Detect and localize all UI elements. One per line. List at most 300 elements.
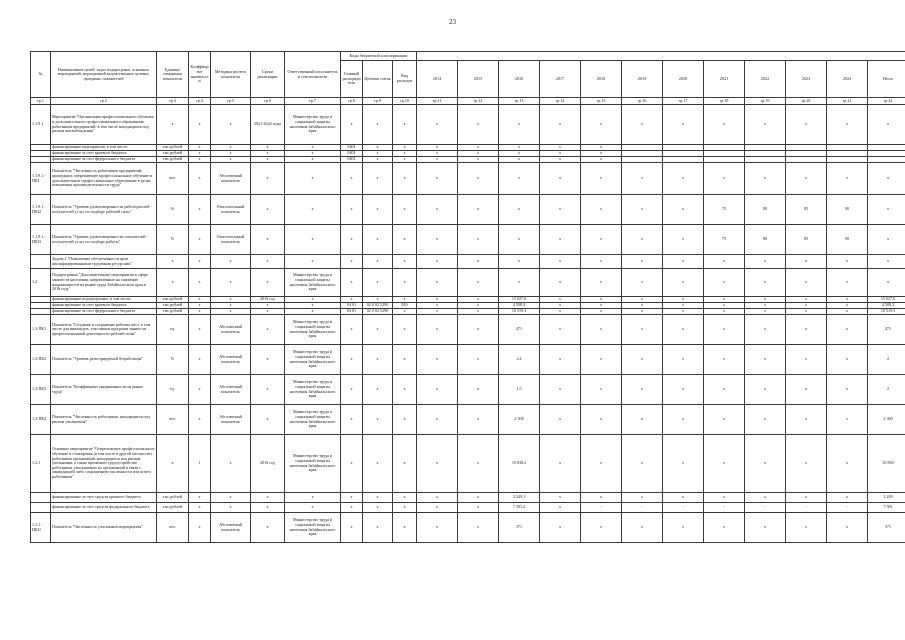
table-cell: х (189, 151, 211, 157)
table-cell: х (363, 375, 393, 405)
table-cell: х (458, 405, 499, 435)
table-cell: х (251, 269, 285, 297)
table-cell: 85 (786, 195, 827, 225)
table-cell: чел. (157, 163, 189, 195)
table-cell: х (827, 435, 868, 493)
table-cell: х (417, 503, 458, 513)
table-cell: х (251, 195, 285, 225)
row-code: 1.2-ПК3 (31, 375, 51, 405)
table-cell: х (745, 105, 786, 145)
table-cell: х (704, 163, 745, 195)
table-cell: х (581, 255, 622, 269)
table-cell: х (581, 513, 622, 543)
table-cell: 80 (745, 225, 786, 255)
table-cell: 4 508,3 (499, 303, 540, 309)
row-name: финансирование за счет краевого бюджета (51, 151, 157, 157)
table-cell: х (663, 303, 704, 309)
table-cell: х (827, 375, 868, 405)
table-cell: х (540, 493, 581, 503)
table-cell: х (499, 195, 540, 225)
table-cell: х (827, 405, 868, 435)
table-cell: х (540, 297, 581, 303)
table-cell: х (458, 225, 499, 255)
table-cell: Министерство труда и социальной защиты населения Забайкальского края (285, 405, 341, 435)
table-cell: х (341, 375, 363, 405)
table-cell: х (393, 255, 417, 269)
table-cell: х (417, 303, 458, 309)
table-cell: тыс.рублей (157, 297, 189, 303)
row-code: 1.1.9.1 (31, 105, 51, 145)
table-cell: х (393, 309, 417, 315)
table-cell: 10 830 (868, 435, 905, 493)
table-cell: х (341, 105, 363, 145)
column-number: гр.1 (31, 98, 51, 105)
table-cell: х (499, 151, 540, 157)
table-cell: х (417, 269, 458, 297)
table-row (31, 225, 905, 255)
table-cell: тыс.рублей (157, 503, 189, 513)
table-cell: х (251, 503, 285, 513)
table-cell: х (540, 345, 581, 375)
table-cell: х (341, 503, 363, 513)
row-code: 1.2-ПК4 (31, 405, 51, 435)
table-cell: х (251, 255, 285, 269)
table-cell: Абсолютный показатель (211, 513, 251, 543)
table-cell: х (458, 493, 499, 503)
table-cell: х (458, 297, 499, 303)
row-name: Показатель "Численность работников предприятий, прошедших опережающее профессиональное обучение и дополнительное профессиональное образование в целях повышения производительности труда" (51, 163, 157, 195)
table-cell: Относительный показатель (211, 195, 251, 225)
table-cell: х (622, 405, 663, 435)
table-row (31, 435, 905, 493)
table-cell: 1,5 (499, 375, 540, 405)
table-cell: х (581, 163, 622, 195)
table-cell: х (581, 105, 622, 145)
table-cell: Абсолютный показатель (211, 405, 251, 435)
table-cell: 3 249 (868, 493, 905, 503)
column-number: гр.5 (211, 98, 251, 105)
column-number: гр.12 (458, 98, 499, 105)
table-cell: х (341, 255, 363, 269)
table-cell: х (704, 493, 745, 503)
table-cell: х (663, 493, 704, 503)
table-cell: х (704, 513, 745, 543)
row-code: 1.1.9.1.-ПКІ3 (31, 225, 51, 255)
table-cell: х (458, 375, 499, 405)
table-cell: х (540, 105, 581, 145)
table-cell: Министерство труда и социальной защиты населения Забайкальского края (285, 105, 341, 145)
table-cell: х (211, 105, 251, 145)
table-cell: х (786, 435, 827, 493)
table-cell: х (868, 195, 905, 225)
table-cell: х (704, 315, 745, 345)
table-cell: 80 (745, 195, 786, 225)
table-cell: Абсолютный показатель (211, 375, 251, 405)
table-cell: х (704, 405, 745, 435)
column-number: гр.14 (540, 98, 581, 105)
table-cell: х (540, 315, 581, 345)
table-cell: х (393, 145, 417, 151)
row-code (31, 503, 51, 513)
table-cell: тыс.рублей (157, 309, 189, 315)
table-cell: х (868, 225, 905, 255)
table-cell: х (827, 297, 868, 303)
row-name: Основное мероприятие "Опережающее профессиональное обучение и стажировка (в том числе в другой местности) работников организаций, находящихся под риском увольнения, а также временное трудоустройство работников, увольняемых из организаций в связи с ликвидацией либо сокращением численности или штата работников" (51, 435, 157, 493)
table-cell: х (417, 105, 458, 145)
table-cell: х (786, 297, 827, 303)
table-cell: х (393, 375, 417, 405)
table-cell: - (704, 503, 745, 513)
header-method: Методика расчета показателя (211, 52, 251, 98)
table-cell: х (868, 163, 905, 195)
table-cell: х (251, 303, 285, 309)
table-cell: х (285, 157, 341, 163)
header-name: Наименование целей, задач подпрограмм, основных мероприятий, мероприятий ведомственных целевых программ, показателей (51, 52, 157, 98)
header-year-2020: 2020 (663, 61, 704, 98)
table-cell: 15 027,6 (499, 297, 540, 303)
table-cell: х (704, 375, 745, 405)
row-name: Показатель "Создание и сохранение рабочих мест, в том числе для инвалидов, участников программ занятости профессиональной деятельности рабочей силы" (51, 315, 157, 345)
table-row (31, 513, 905, 543)
table-cell: - (745, 503, 786, 513)
row-name: финансирование за счет федерального бюджета (51, 309, 157, 315)
table-cell: х (745, 375, 786, 405)
table-cell: тыс.рублей (157, 493, 189, 503)
table-cell: 10 519,3 (868, 309, 905, 315)
table-cell: х (189, 513, 211, 543)
table-cell: х (458, 163, 499, 195)
table-cell: х (211, 303, 251, 309)
table-cell: х (581, 269, 622, 297)
table-cell: - (622, 503, 663, 513)
column-number: гр.18 (704, 98, 745, 105)
table-cell: х (211, 269, 251, 297)
table-cell: х (211, 255, 251, 269)
table-cell: х (458, 195, 499, 225)
table-cell: х (341, 269, 363, 297)
table-cell: х (157, 269, 189, 297)
table-cell: х (363, 195, 393, 225)
table-cell: х (581, 157, 622, 163)
table-cell: х (341, 493, 363, 503)
table-cell: х (285, 493, 341, 503)
row-name: Показатель "Численность участников мероприятия" (51, 513, 157, 543)
table-cell: х (663, 513, 704, 543)
table-cell: х (622, 513, 663, 543)
table-cell: х (786, 315, 827, 345)
table-cell: х (745, 315, 786, 345)
table-cell: х (704, 309, 745, 315)
table-cell: 2021-2024 годы (251, 105, 285, 145)
table-cell: х (285, 303, 341, 309)
table-cell: х (189, 255, 211, 269)
table-cell: 371 (499, 513, 540, 543)
table-cell: х (341, 195, 363, 225)
table-cell: х (341, 163, 363, 195)
table-cell: х (341, 315, 363, 345)
table-cell: х (786, 303, 827, 309)
table-row (31, 493, 905, 503)
table-cell: х (663, 255, 704, 269)
table-cell: х (363, 503, 393, 513)
column-number: гр.22 (868, 98, 905, 105)
table-cell: х (211, 493, 251, 503)
column-number: гр.9 (363, 98, 393, 105)
table-cell: х (745, 345, 786, 375)
table-cell: х (622, 315, 663, 345)
table-cell: х (786, 513, 827, 543)
table-cell: х (786, 309, 827, 315)
row-name: финансирование за счет средств федерального бюджета (51, 503, 157, 513)
table-cell: х (663, 405, 704, 435)
header-year-2014: 2014 (417, 61, 458, 98)
table-cell: х (827, 105, 868, 145)
table-cell: х (458, 503, 499, 513)
table-cell: х (704, 435, 745, 493)
table-cell: х (540, 157, 581, 163)
table-cell: х (363, 297, 393, 303)
table-cell: 0401 (341, 145, 363, 151)
table-cell: х (745, 163, 786, 195)
table-cell: х (417, 195, 458, 225)
table-cell: х (540, 225, 581, 255)
table-cell: 2,4 (499, 345, 540, 375)
table-cell: х (157, 435, 189, 493)
table-cell: х (189, 303, 211, 309)
table-cell: 04 01 (341, 303, 363, 309)
table-cell: 04 01 (341, 309, 363, 315)
table-cell: х (393, 105, 417, 145)
table-cell: х (251, 309, 285, 315)
table-cell: х (363, 513, 393, 543)
table-cell: х (285, 309, 341, 315)
table-cell: х (285, 163, 341, 195)
table-cell: х (363, 225, 393, 255)
table-cell: 2 300 (868, 405, 905, 435)
header-year-2016: 2016 (499, 61, 540, 98)
table-cell: х (341, 225, 363, 255)
header-year-2023: 2023 (786, 61, 827, 98)
table-cell: х (622, 105, 663, 145)
table-cell: 15 027,6 (868, 297, 905, 303)
row-code: 1.1.9.1.-ПКІ2 (31, 195, 51, 225)
table-cell: х (417, 309, 458, 315)
table-cell: х (827, 255, 868, 269)
table-cell: 3 249,1 (499, 493, 540, 503)
table-cell: х (417, 315, 458, 345)
column-number: гр.16 (622, 98, 663, 105)
table-cell: х (622, 303, 663, 309)
table-cell: х (704, 269, 745, 297)
table-cell: х (704, 345, 745, 375)
table-cell: х (285, 225, 341, 255)
header-unit: Единица измерения показателя (157, 52, 189, 98)
table-cell: х (211, 503, 251, 513)
table-cell: х (827, 269, 868, 297)
header-year-2018: 2018 (581, 61, 622, 98)
table-cell: х (189, 405, 211, 435)
table-cell: х (540, 513, 581, 543)
table-cell: х (393, 513, 417, 543)
table-cell: 75 (704, 195, 745, 225)
table-cell: х (786, 375, 827, 405)
table-cell: х (189, 375, 211, 405)
table-cell: Министерство труда и социальной защиты населения Забайкальского края (285, 315, 341, 345)
table-cell: х (417, 163, 458, 195)
table-cell: чел. (157, 405, 189, 435)
page-number: 23 (449, 18, 456, 26)
row-code: 1.2 (31, 269, 51, 297)
table-cell: х (458, 513, 499, 543)
table-cell: х (622, 345, 663, 375)
table-cell: х (827, 309, 868, 315)
header-year-2019: 2019 (622, 61, 663, 98)
table-cell: х (393, 345, 417, 375)
table-cell: х (458, 269, 499, 297)
table-cell: х (417, 225, 458, 255)
table-cell: х (189, 503, 211, 513)
table-cell: х (868, 255, 905, 269)
table-cell: х (622, 269, 663, 297)
table-cell: 2 (868, 375, 905, 405)
table-row (31, 405, 905, 435)
table-cell: х (581, 297, 622, 303)
table-cell: х (393, 315, 417, 345)
header-grbs: Главный распорядитель (341, 61, 363, 98)
table-cell: х (745, 297, 786, 303)
table-cell: х (417, 145, 458, 151)
table-cell: х (458, 255, 499, 269)
table-cell: х (417, 151, 458, 157)
table-cell: х (622, 375, 663, 405)
table-cell: х (540, 503, 581, 513)
table-cell: х (417, 375, 458, 405)
table-cell: х (499, 157, 540, 163)
row-name: финансирование подпрограммы, в том числе: (51, 297, 157, 303)
table-cell: х (540, 269, 581, 297)
table-cell: х (251, 163, 285, 195)
table-cell: х (285, 255, 341, 269)
table-cell: х (393, 157, 417, 163)
table-cell: % (157, 345, 189, 375)
table-cell: х (663, 269, 704, 297)
table-cell: х (745, 309, 786, 315)
table-row (31, 315, 905, 345)
table-cell: х (663, 309, 704, 315)
table-cell: х (704, 105, 745, 145)
table-cell: х (417, 513, 458, 543)
table-cell: 371 (868, 513, 905, 543)
table-cell: х (341, 513, 363, 543)
table-cell: х (189, 225, 211, 255)
table-cell: 810 (393, 303, 417, 309)
table-cell: х (211, 145, 251, 151)
header-budget-codes: Коды бюджетной классификации (341, 52, 417, 61)
table-cell: х (458, 303, 499, 309)
table-cell: х (189, 297, 211, 303)
table-cell: х (189, 195, 211, 225)
table-cell: х (393, 493, 417, 503)
table-cell: 471 (499, 315, 540, 345)
table-cell: х (251, 513, 285, 543)
table-cell: х (540, 145, 581, 151)
header-no: № (31, 52, 51, 98)
table-cell: х (663, 375, 704, 405)
table-cell: 75 (704, 225, 745, 255)
table-cell: тыс.рублей (157, 151, 189, 157)
table-cell: х (581, 151, 622, 157)
header-target: Целевая статья (363, 61, 393, 98)
header-year-2021: 2021 (704, 61, 745, 98)
table-cell: х (499, 269, 540, 297)
table-cell: - (827, 503, 868, 513)
column-number: гр.17 (663, 98, 704, 105)
table-cell: 7 581,2 (499, 503, 540, 513)
table-cell: х (211, 297, 251, 303)
table-cell: х (745, 303, 786, 309)
row-name: Показатель "Численность работников, находящихся под риском увольнения" (51, 405, 157, 435)
table-cell: Министерство труда и социальной защиты населения Забайкальского края (285, 513, 341, 543)
table-cell: х (786, 493, 827, 503)
table-cell: х (458, 145, 499, 151)
table-cell: х (417, 345, 458, 375)
row-code: 1.2-ПК1 (31, 315, 51, 345)
table-cell: х (393, 297, 417, 303)
table-cell: х (663, 297, 704, 303)
table-cell: х (458, 435, 499, 493)
table-cell: х (622, 493, 663, 503)
header-year-2015: 2015 (458, 61, 499, 98)
table-cell: х (663, 163, 704, 195)
table-cell: Министерство труда и социальной защиты населения Забайкальского края (285, 345, 341, 375)
table-cell: х (622, 255, 663, 269)
program-table (30, 51, 905, 543)
table-cell: % (157, 225, 189, 255)
row-name: финансирование за счет краевого бюджета (51, 303, 157, 309)
table-cell: х (211, 157, 251, 163)
table-cell: х (189, 315, 211, 345)
table-cell: х (157, 255, 189, 269)
table-cell: х (341, 297, 363, 303)
table-cell: х (251, 315, 285, 345)
table-cell: х (363, 435, 393, 493)
table-cell: х (189, 345, 211, 375)
table-cell: х (581, 315, 622, 345)
table-cell: х (581, 493, 622, 503)
column-number: гр.19 (745, 98, 786, 105)
table-row (31, 375, 905, 405)
header-blank (417, 52, 905, 61)
table-cell: х (189, 157, 211, 163)
table-cell: х (622, 195, 663, 225)
table-cell: х (868, 269, 905, 297)
header-exp: Вид расходов (393, 61, 417, 98)
table-cell: х (417, 493, 458, 503)
table-cell: х (540, 255, 581, 269)
table-row (31, 269, 905, 297)
table-cell: х (251, 157, 285, 163)
table-cell: х (189, 309, 211, 315)
table-cell: х (745, 405, 786, 435)
table-cell: 0401 (341, 151, 363, 157)
table-cell: х (622, 435, 663, 493)
table-cell: х (540, 303, 581, 309)
table-cell: х (393, 163, 417, 195)
table-cell: х (363, 493, 393, 503)
table-cell: х (581, 405, 622, 435)
table-cell: х (363, 255, 393, 269)
column-number: гр.8 (341, 98, 363, 105)
